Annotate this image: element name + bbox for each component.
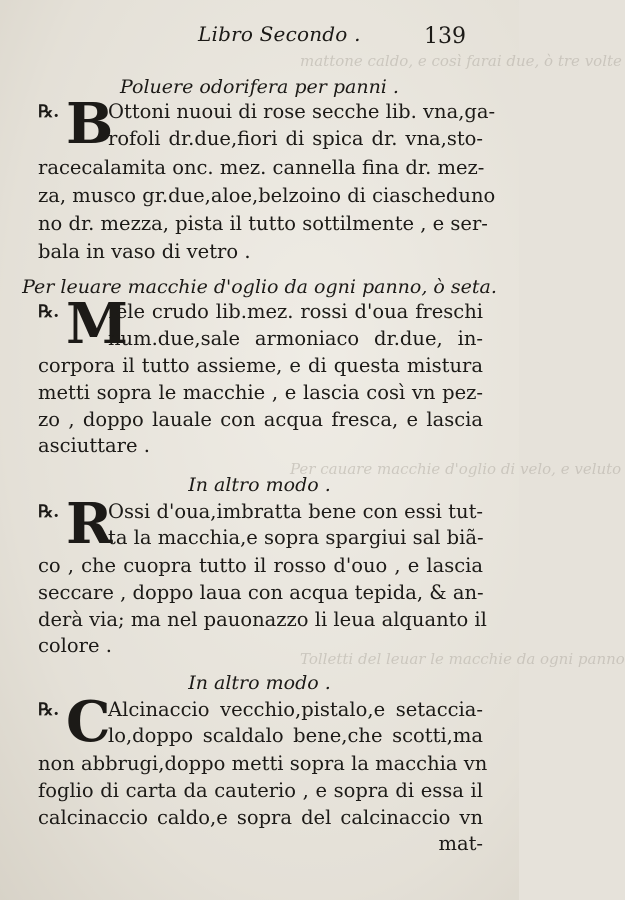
text-line: foglio di carta da cauterio , e sopra di essa il <box>38 779 483 802</box>
text-line: num.due,sale armoniaco dr.due, in- <box>108 327 483 350</box>
page-header <box>0 22 519 52</box>
running-head: Libro Secondo . <box>198 22 361 46</box>
text-line: calcinaccio caldo,e sopra del calcinaccio vn <box>38 806 483 829</box>
recipe-title: Per leuare macchie d'oglio da ogni panno, ò seta. <box>22 276 497 298</box>
drop-cap: M <box>66 291 128 357</box>
text-line: Alcinaccio vecchio,pistalo,e setaccia- <box>108 698 483 721</box>
text-line: za, musco gr.due,aloe,belzoino di ciascheduno <box>38 184 496 207</box>
text-line: derà via; ma nel pauonazzo li leua alquanto il <box>38 608 487 631</box>
recipe-title: Poluere odorifera per panni . <box>120 76 399 98</box>
text-line: no dr. mezza, pista il tutto sottilmente , e ser- <box>38 212 488 235</box>
recipe-symbol: ℞. <box>38 102 60 122</box>
drop-cap: R <box>66 491 113 557</box>
text-line: seccare , doppo laua con acqua tepida, & an- <box>38 581 484 604</box>
text-line: Iele crudo lib.mez. rossi d'oua freschi <box>108 300 483 323</box>
recipe-symbol: ℞. <box>38 502 60 522</box>
page-number: 139 <box>424 24 466 49</box>
catchword: mat- <box>438 832 483 855</box>
text-line: corpora il tutto assieme, e di questa mistura <box>38 354 483 377</box>
recipe-symbol: ℞. <box>38 302 60 322</box>
text-line: rofoli dr.due,fiori di spica dr. vna,sto- <box>108 127 483 150</box>
text-line: zo , doppo lauale con acqua fresca, e lascia <box>38 408 483 431</box>
text-line: metti sopra le macchie , e lascia così vn pez- <box>38 381 483 404</box>
text-line: racecalamita onc. mez. cannella fina dr. mez- <box>38 156 485 179</box>
text-line: co , che cuopra tutto il rosso d'ouo , e lascia <box>38 554 483 577</box>
text-line: Ossi d'oua,imbratta bene con essi tut- <box>108 500 483 523</box>
bleed-through-text: mattone caldo, e così farai due, ò tre volte <box>300 52 622 70</box>
bleed-through-text: Per cauare macchie d'oglio di velo, e veluto <box>290 460 622 478</box>
drop-cap: C <box>66 689 111 755</box>
text-line: lo,doppo scaldalo bene,che scotti,ma <box>108 724 483 747</box>
recipe-title: In altro modo . <box>188 474 331 496</box>
recipe-symbol: ℞. <box>38 700 60 720</box>
text-line: ta la macchia,e sopra spargiui sal biã- <box>108 526 484 549</box>
text-line: bala in vaso di vetro . <box>38 240 251 263</box>
text-line: non abbrugi,doppo metti sopra la macchia vn <box>38 752 488 775</box>
text-line: asciuttare . <box>38 434 150 457</box>
text-line: Ottoni nuoui di rose secche lib. vna,ga- <box>108 100 496 123</box>
text-line: colore . <box>38 634 112 657</box>
drop-cap: B <box>66 91 114 157</box>
recipe-title: In altro modo . <box>188 672 331 694</box>
bleed-through-text: Tolletti del leuar le macchie da ogni panno <box>300 650 625 668</box>
